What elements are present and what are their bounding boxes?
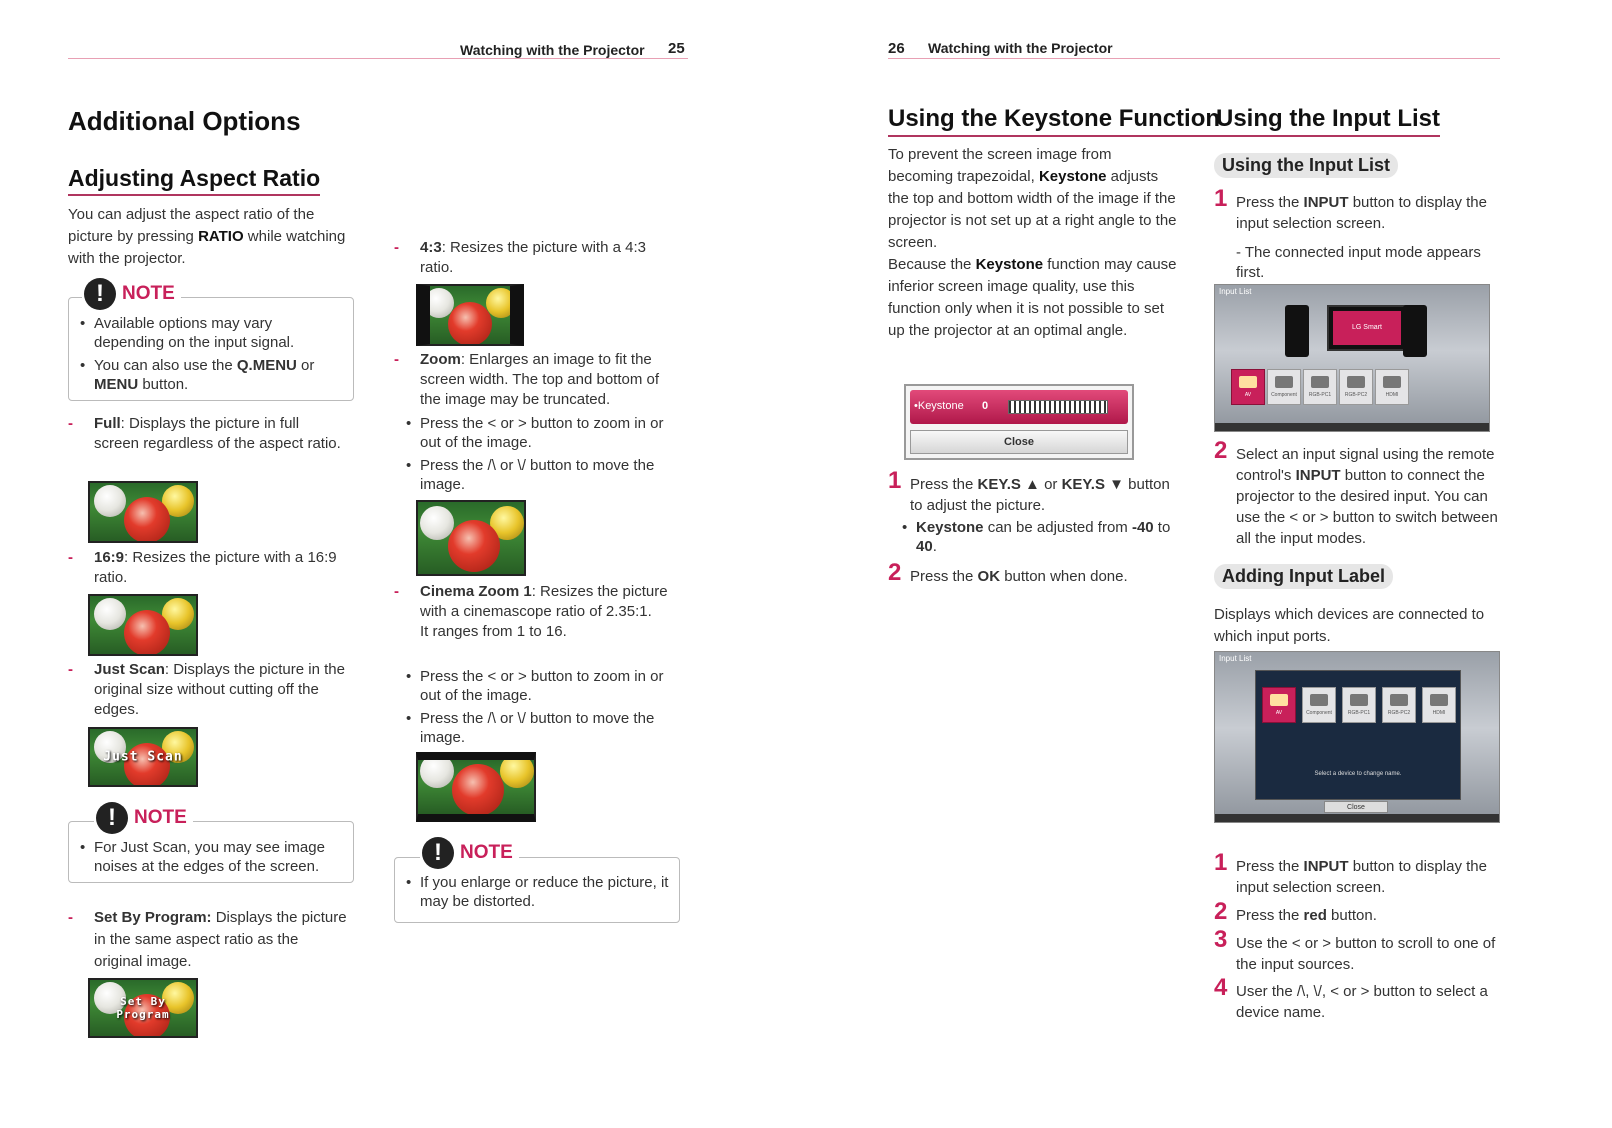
note1-bullet-1: • Available options may vary depending on the input signal. [80, 314, 344, 352]
keystone-close-button[interactable]: Close [910, 430, 1128, 454]
set-by-program-caption: Set By Program [116, 995, 170, 1021]
right-page-number: 26 [888, 40, 905, 57]
label-tile-av[interactable]: AV [1262, 687, 1296, 723]
left-page-number: 25 [668, 40, 685, 57]
input-label-hint: Select a device to change name. [1314, 771, 1402, 777]
input-list-screen-title: Input List [1219, 287, 1252, 296]
zoom-thumbnail [416, 500, 526, 576]
keystone-step-1: 1 Press the KEY.S ▲ or KEY.S ▼ button to adjust the picture. [888, 467, 1170, 514]
label-step-1: 1 Press the INPUT button to display the input selection screen. [1214, 849, 1487, 896]
option-full: - Full: Displays the picture in full screen regardless of the aspect ratio. [68, 415, 341, 452]
aspect-intro: You can adjust the aspect ratio of the picture by pressing RATIO while watching with the projector. [68, 206, 346, 267]
speaker-right [1403, 305, 1427, 357]
subheading-adding-input-label: Adding Input Label [1214, 564, 1393, 589]
left-header-title: Watching with the Projector [460, 42, 645, 58]
label-tile-rgb-pc2[interactable]: RGB-PC2 [1382, 687, 1416, 723]
keystone-paragraph-2: Because the Keystone function may cause inferior screen image quality, use this function only when it is not possible to set up the projector at an optimal angle. [888, 256, 1177, 339]
zoom-bullet-1: • Press the < or > button to zoom in or out of the image. [406, 414, 674, 452]
input-label-description: Displays which devices are connected to which input ports. [1214, 606, 1485, 645]
input-step-1: 1 Press the INPUT button to display the input selection screen. [1214, 185, 1487, 232]
keystone-slider-track[interactable] [1008, 400, 1108, 414]
exclamation-icon: ! [422, 837, 454, 869]
input-list-title: Using the Input List [1216, 105, 1440, 137]
label-tile-hdmi[interactable]: HDMI [1422, 687, 1456, 723]
option-zoom: - Zoom: Enlarges an image to fit the screen width. The top and bottom of the image may be truncated. [394, 351, 660, 408]
ratio-4-3-thumbnail [416, 284, 524, 346]
zoom-bullet-2: • Press the /\ or \/ button to move the image. [406, 456, 674, 494]
label-tile-rgb-pc1[interactable]: RGB-PC1 [1342, 687, 1376, 723]
ratio-16-9-thumbnail [88, 594, 198, 656]
label-tile-component[interactable]: Component [1302, 687, 1336, 723]
note-title-2: ! NOTE [94, 802, 193, 834]
input-step-1-note: - The connected input mode appears first. [1236, 244, 1481, 281]
keystone-step-2: 2 Press the OK button when done. [888, 559, 1128, 586]
input-label-close-button[interactable]: Close [1324, 801, 1388, 813]
input-label-screen-title: Input List [1219, 654, 1252, 663]
input-tile-av[interactable]: AV [1231, 369, 1265, 405]
cinema-zoom-range: It ranges from 1 to 16. [420, 623, 567, 640]
note1-bullet-2: • You can also use the Q.MENU or MENU button. [80, 356, 344, 394]
page-title: Additional Options [68, 106, 301, 136]
full-thumbnail [88, 481, 198, 543]
option-set-by-program: - Set By Program: Displays the picture in the same aspect ratio as the original image. [68, 909, 347, 970]
screen-footer-bar [1215, 423, 1489, 431]
keystone-slider-row[interactable] [910, 390, 1128, 424]
left-header-rule [68, 58, 688, 59]
keystone-osd [904, 384, 1134, 460]
option-16-9: - 16:9: Resizes the picture with a 16:9 ratio. [68, 549, 337, 586]
right-header-title: Watching with the Projector [928, 40, 1113, 56]
input-step-2: 2 Select an input signal using the remote control's INPUT button to connect the projector to the desired input. You can use the < or > button to switch between all the input modes. [1214, 437, 1498, 547]
keystone-title: Using the Keystone Function [888, 105, 1220, 137]
cinema-zoom-thumbnail [416, 752, 536, 822]
screen2-footer-bar [1215, 814, 1499, 822]
label-step-3: 3 Use the < or > button to scroll to one of the input sources. [1214, 926, 1496, 973]
note3-bullet-1: • If you enlarge or reduce the picture, it may be distorted. [406, 873, 672, 911]
input-tile-rgb-pc2[interactable]: RGB-PC2 [1339, 369, 1373, 405]
option-just-scan: - Just Scan: Displays the picture in the original size without cutting off the edges. [68, 661, 345, 718]
subheading-using-input-list: Using the Input List [1214, 153, 1398, 178]
input-tile-component[interactable]: Component [1267, 369, 1301, 405]
keystone-value: 0 [982, 400, 989, 412]
note-title-1: ! NOTE [82, 278, 181, 310]
label-step-2: 2 Press the red button. [1214, 898, 1377, 925]
input-label-dialog [1255, 670, 1461, 811]
exclamation-icon: ! [96, 802, 128, 834]
tv-preview: LG Smart [1327, 305, 1407, 351]
keystone-step-1-bullet: • Keystone can be adjusted from -40 to 40. [902, 518, 1172, 556]
label-step-4: 4 User the /\, \/, < or > button to select a device name. [1214, 974, 1488, 1021]
just-scan-thumbnail [88, 727, 198, 787]
cinema-bullet-2: • Press the /\ or \/ button to move the image. [406, 709, 674, 747]
exclamation-icon: ! [84, 278, 116, 310]
input-tile-hdmi[interactable]: HDMI [1375, 369, 1409, 405]
section-title-aspect-ratio: Adjusting Aspect Ratio [68, 165, 320, 196]
note-title-3: ! NOTE [420, 837, 519, 869]
just-scan-caption: Just Scan [103, 749, 183, 765]
note2-bullet-1: • For Just Scan, you may see image noises at the edges of the screen. [80, 838, 344, 876]
keystone-paragraph-1: To prevent the screen image from becoming trapezoidal, Keystone adjusts the top and bottom width of the image if the projector is not set up at a right angle to the screen. [888, 146, 1177, 251]
speaker-left [1285, 305, 1309, 357]
input-label-screenshot [1214, 651, 1500, 823]
keystone-label: •Keystone [914, 400, 964, 412]
set-by-program-thumbnail [88, 978, 198, 1038]
right-header-rule [888, 58, 1500, 59]
option-4-3: - 4:3: Resizes the picture with a 4:3 ratio. [394, 239, 646, 276]
option-cinema-zoom: - Cinema Zoom 1: Resizes the picture with a cinemascope ratio of 2.35:1. It ranges from 1 to 16. [394, 582, 674, 642]
input-tile-rgb-pc1[interactable]: RGB-PC1 [1303, 369, 1337, 405]
cinema-bullet-1: • Press the < or > button to zoom in or out of the image. [406, 667, 674, 705]
input-list-screenshot [1214, 284, 1490, 432]
